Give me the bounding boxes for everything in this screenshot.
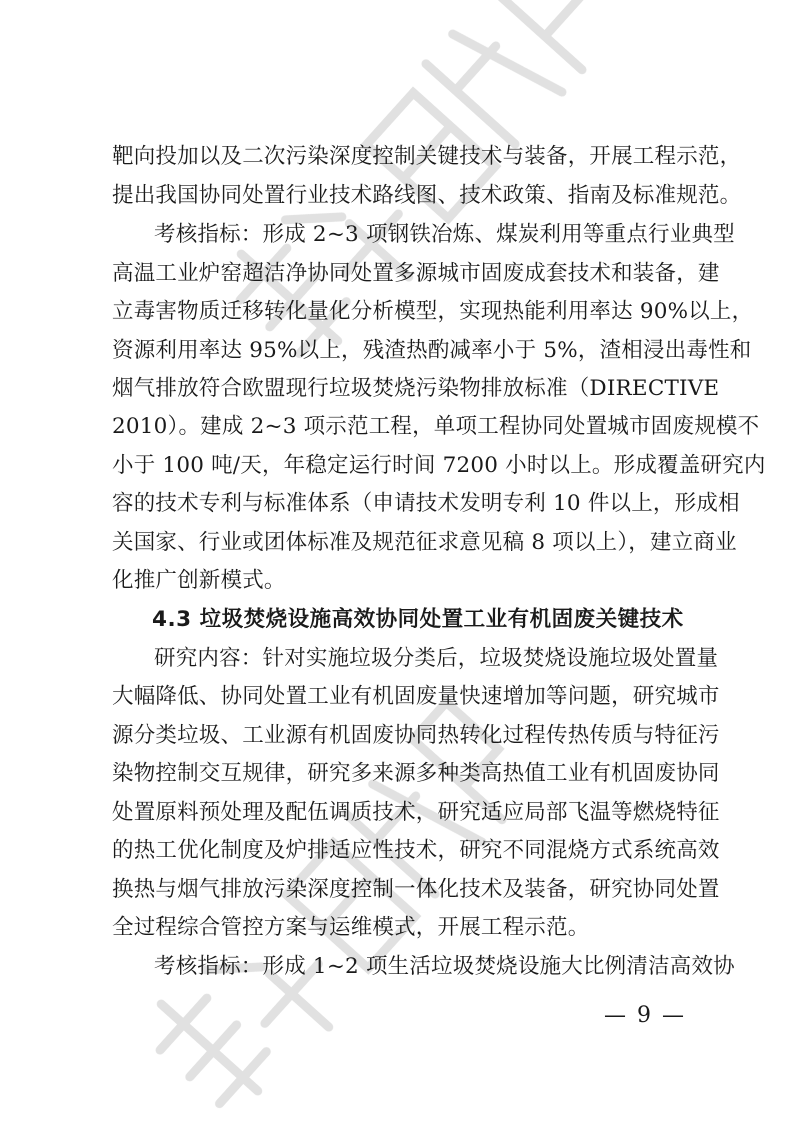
body-line: 关国家、行业或团体标准及规范征求意见稿 8 项以上），建立商业	[112, 530, 737, 555]
body-line: 容的技术专利与标准体系（申请技术发明专利 10 件以上，形成相	[112, 491, 740, 516]
body-line: 染物控制交互规律，研究多来源多种类高热值工业有机固废协同	[112, 761, 720, 786]
body-line: 资源利用率达 95%以上，残渣热酌减率小于 5%，渣相浸出毒性和	[112, 338, 752, 363]
body-line: 化推广创新模式。	[112, 568, 286, 593]
body-line: 源分类垃圾、工业源有机固废协同热转化过程传热传质与特征污	[112, 723, 720, 748]
body-line: 2010）。建成 2~3 项示范工程，单项工程协同处置城市固废规模不	[112, 414, 760, 439]
body-line: 烟气排放符合欧盟现行垃圾焚烧污染物排放标准（DIRECTIVE	[112, 376, 720, 401]
body-line: 靶向投加以及二次污染深度控制关键技术与装备，开展工程示范，	[112, 144, 742, 169]
section-heading: 4.3 垃圾焚烧设施高效协同处置工业有机固废关键技术	[152, 607, 684, 632]
body-line: 立毒害物质迁移转化量化分析模型，实现热能利用率达 90%以上，	[112, 299, 754, 324]
page-number: — 9 —	[604, 1003, 686, 1028]
body-line: 高温工业炉窑超洁净协同处置多源城市固废成套技术和装备，建	[112, 261, 720, 286]
body-line: 处置原料预处理及配伍调质技术，研究适应局部飞温等燃烧特征	[112, 800, 720, 825]
body-line: 大幅降低、协同处置工业有机固废量快速增加等问题，研究城市	[112, 684, 720, 709]
body-line: 小于 100 吨/天，年稳定运行时间 7200 小时以上。形成覆盖研究内	[112, 453, 766, 478]
body-line: 考核指标：形成 1~2 项生活垃圾焚烧设施大比例清洁高效协	[154, 954, 735, 979]
body-line: 提出我国协同处置行业技术路线图、技术政策、指南及标准规范。	[112, 183, 742, 208]
body-line: 全过程综合管控方案与运维模式，开展工程示范。	[112, 915, 590, 940]
body-line: 考核指标：形成 2~3 项钢铁冶炼、煤炭利用等重点行业典型	[154, 222, 735, 247]
body-line: 换热与烟气排放污染深度控制一体化技术及装备，研究协同处置	[112, 877, 720, 902]
body-line: 研究内容：针对实施垃圾分类后，垃圾焚烧设施垃圾处置量	[154, 646, 719, 671]
body-line: 的热工优化制度及炉排适应性技术，研究不同混烧方式系统高效	[112, 838, 720, 863]
